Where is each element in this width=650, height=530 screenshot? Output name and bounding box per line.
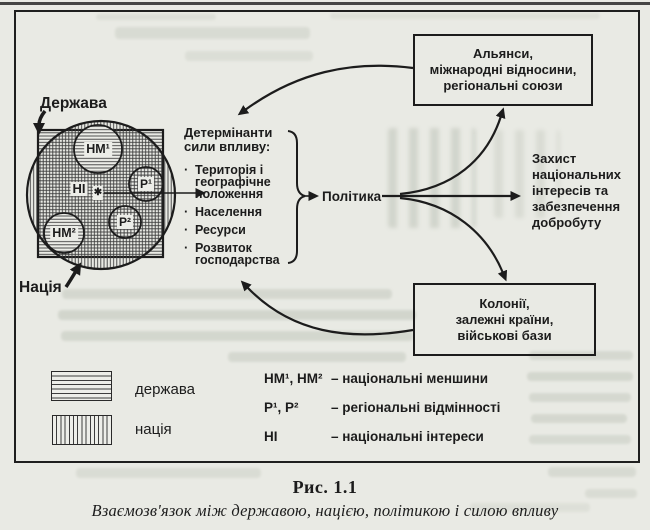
- alliances-line: міжнародні відносини,: [429, 62, 577, 77]
- determinant-line: положення: [195, 187, 264, 201]
- outcome-line: забезпечення: [532, 199, 621, 214]
- alliances-line: регіональні союзи: [443, 78, 563, 93]
- legend-label-nation: нація: [135, 421, 172, 438]
- state-label: Держава: [40, 95, 107, 112]
- determinant-line: географічне: [195, 175, 271, 189]
- p1-label: Р¹: [140, 177, 152, 191]
- legend-swatch-nation: [52, 415, 112, 445]
- figure-caption-text: Взаємозв'язок між державою, нацією, політикою і силою впливу: [91, 501, 559, 520]
- alliances-line: Альянси,: [473, 46, 533, 61]
- bullet-icon: ·: [184, 240, 189, 255]
- outcome-line: Захист: [532, 151, 577, 166]
- legend-label-state: держава: [135, 381, 195, 398]
- politics-to-colonies-arrow: [400, 198, 503, 273]
- figure-caption-number: Рис. 1.1: [292, 477, 358, 497]
- p2-label: Р²: [119, 215, 131, 229]
- determinant-item: [184, 164, 304, 200]
- determinant-line: господарства: [195, 253, 280, 267]
- definition-term: НМ¹, НМ²: [264, 371, 323, 386]
- determinant-line: Ресурси: [195, 223, 246, 237]
- nation-pointer-arrow: [66, 271, 76, 287]
- outcome-text: [532, 151, 621, 231]
- determinant-item: [184, 224, 304, 236]
- politics-label: Політика: [322, 189, 382, 204]
- outcome-line: добробуту: [532, 215, 602, 230]
- definition-meaning: – регіональні відмінності: [331, 400, 501, 415]
- determinants-heading: сили впливу:: [184, 139, 271, 154]
- legend-swatch-state: [51, 371, 112, 401]
- colonies-line: військові бази: [457, 327, 552, 343]
- determinant-line: Розвиток: [195, 241, 252, 255]
- outcome-line: інтересів та: [532, 183, 609, 198]
- bullet-icon: ·: [184, 162, 189, 177]
- colonies-line: залежні країни,: [455, 311, 554, 327]
- alliances-box: [413, 34, 593, 106]
- colonies-box: [413, 283, 596, 356]
- alliances-feedback-arrow: [245, 66, 413, 110]
- ni-star-icon: ✱: [93, 187, 103, 198]
- determinant-item: [184, 206, 304, 218]
- determinants-list: [184, 164, 304, 266]
- definition-meaning: – національні меншини: [331, 371, 489, 386]
- outcome-line: національних: [532, 167, 622, 182]
- ni-label: НІ: [72, 181, 86, 196]
- determinants-heading: Детермінанти: [184, 125, 273, 140]
- nm1-label: НМ¹: [86, 142, 110, 156]
- bullet-icon: ·: [184, 204, 189, 219]
- bullet-icon: ·: [184, 222, 189, 237]
- definition-term: Р¹, Р²: [264, 400, 299, 415]
- politics-to-alliances-arrow: [400, 116, 501, 194]
- determinants-block: [184, 126, 304, 272]
- definition-term: НІ: [264, 429, 278, 444]
- determinant-line: Територія і: [195, 163, 264, 177]
- determinant-item: [184, 242, 304, 266]
- nation-label: Нація: [19, 279, 62, 296]
- nm2-label: НМ²: [52, 226, 76, 240]
- colonies-feedback-arrow: [247, 287, 413, 334]
- determinant-line: Населення: [195, 205, 263, 219]
- state-pointer-arrow: [39, 111, 45, 125]
- definition-meaning: – національні інтереси: [331, 429, 484, 444]
- colonies-line: Колонії,: [479, 295, 530, 311]
